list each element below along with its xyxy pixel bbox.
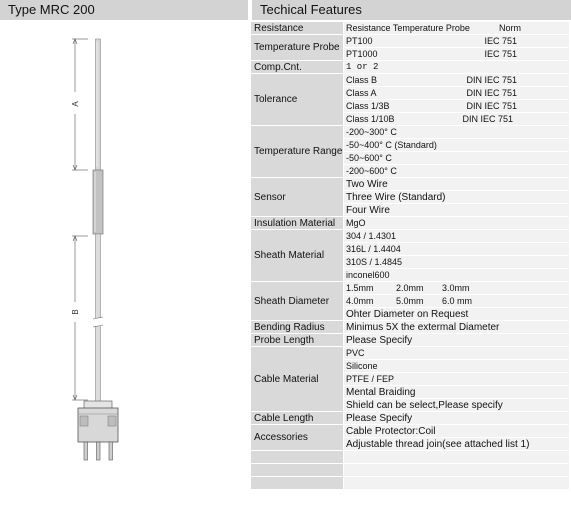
diameter-5-0: 5.0mm bbox=[396, 296, 424, 306]
row-blank-2 bbox=[251, 464, 569, 477]
label-insulation: Insulation Material bbox=[251, 217, 343, 230]
label-tolerance: Tolerance bbox=[251, 74, 343, 126]
class-1-3b-text: Class 1/3B bbox=[346, 101, 390, 111]
value-class-a bbox=[343, 87, 569, 100]
value-diameter-row-2 bbox=[343, 295, 569, 308]
value-four-wire: Four Wire bbox=[343, 204, 569, 217]
pt100-norm: IEC 751 bbox=[484, 36, 517, 46]
pt1000-norm: IEC 751 bbox=[484, 49, 517, 59]
value-thread-join: Adjustable thread join(see attached list 1) bbox=[343, 438, 569, 451]
probe-drawing bbox=[0, 22, 248, 512]
technical-features-table bbox=[251, 22, 569, 490]
label-sensor: Sensor bbox=[251, 178, 343, 217]
value-mental-braiding: Mental Braiding bbox=[343, 386, 569, 399]
value-cable-protector: Cable Protector:Coil bbox=[343, 425, 569, 438]
diameter-2-0: 2.0mm bbox=[396, 283, 424, 293]
value-class-b bbox=[343, 74, 569, 87]
value-pt1000 bbox=[343, 48, 569, 61]
value-range-2: -50~400° C (Standard) bbox=[343, 139, 569, 152]
pt100-text: PT100 bbox=[346, 36, 373, 46]
dim-b-label: B bbox=[71, 309, 80, 315]
connector-pin-3 bbox=[109, 442, 113, 460]
value-pvc: PVC bbox=[343, 347, 569, 360]
row-sensor bbox=[251, 178, 569, 217]
sheath-tube bbox=[96, 39, 101, 170]
value-ptfe-fep: PTFE / FEP bbox=[343, 373, 569, 386]
row-sheath-diameter bbox=[251, 282, 569, 321]
value-316l: 316L / 1.4404 bbox=[343, 243, 569, 256]
value-range-4: -200~600° C bbox=[343, 165, 569, 178]
value-blank-2 bbox=[343, 464, 569, 477]
class-1-10b-norm: DIN IEC 751 bbox=[462, 114, 513, 124]
label-accessories: Accessories bbox=[251, 425, 343, 451]
row-accessories bbox=[251, 425, 569, 451]
label-bending-radius: Bending Radius bbox=[251, 321, 343, 334]
label-temperature-probe: Temperature Probe bbox=[251, 35, 343, 61]
diameter-3-0: 3.0mm bbox=[442, 283, 470, 293]
value-diameter-note: Ohter Diameter on Request bbox=[343, 308, 569, 321]
class-a-norm: DIN IEC 751 bbox=[466, 88, 517, 98]
row-temperature-range bbox=[251, 126, 569, 178]
label-resistance: Resistance bbox=[251, 22, 343, 35]
row-cable-material bbox=[251, 347, 569, 412]
label-temperature-range: Temperature Range bbox=[251, 126, 343, 178]
value-bending-radius: Minimus 5X the extermal Diameter bbox=[343, 321, 569, 334]
pt1000-text: PT1000 bbox=[346, 49, 378, 59]
label-blank-1 bbox=[251, 451, 343, 464]
row-comp-cnt bbox=[251, 61, 569, 74]
connector-pin-1 bbox=[84, 442, 88, 460]
value-probe-length: Please Specify bbox=[343, 334, 569, 347]
class-b-text: Class B bbox=[346, 75, 378, 85]
label-comp-cnt: Comp.Cnt. bbox=[251, 61, 343, 74]
value-blank-1 bbox=[343, 451, 569, 464]
header-left-title: Type MRC 200 bbox=[0, 0, 248, 20]
value-silicone: Silicone bbox=[343, 360, 569, 373]
class-1-3b-norm: DIN IEC 751 bbox=[466, 101, 517, 111]
label-blank-3 bbox=[251, 477, 343, 490]
value-class-1-3b bbox=[343, 100, 569, 113]
value-diameter-row-1 bbox=[343, 282, 569, 295]
value-shield: Shield can be select,Please specify bbox=[343, 399, 569, 412]
row-bending-radius bbox=[251, 321, 569, 334]
norm-header: Norm bbox=[499, 23, 521, 33]
value-two-wire: Two Wire bbox=[343, 178, 569, 191]
label-blank-2 bbox=[251, 464, 343, 477]
value-insulation: MgO bbox=[343, 217, 569, 230]
value-inconel: inconel600 bbox=[343, 269, 569, 282]
row-temperature-probe bbox=[251, 35, 569, 61]
value-class-1-10b bbox=[343, 113, 569, 126]
value-comp-cnt: 1 or 2 bbox=[343, 61, 569, 74]
label-cable-material: Cable Material bbox=[251, 347, 343, 412]
value-range-3: -50~600° C bbox=[343, 152, 569, 165]
diameter-4-0: 4.0mm bbox=[346, 296, 374, 306]
value-310s: 310S / 1.4845 bbox=[343, 256, 569, 269]
row-cable-length bbox=[251, 412, 569, 425]
value-three-wire: Three Wire (Standard) bbox=[343, 191, 569, 204]
row-sheath-material bbox=[251, 230, 569, 282]
label-sheath-diameter: Sheath Diameter bbox=[251, 282, 343, 321]
diameter-6-0: 6.0 mm bbox=[442, 296, 473, 306]
value-resistance-text: Resistance Temperature Probe bbox=[346, 23, 470, 33]
value-resistance bbox=[343, 22, 569, 35]
class-1-10b-text: Class 1/10B bbox=[346, 114, 395, 124]
value-range-1: -200~300° C bbox=[343, 126, 569, 139]
row-blank-1 bbox=[251, 451, 569, 464]
diameter-1-5: 1.5mm bbox=[346, 283, 374, 293]
row-insulation bbox=[251, 217, 569, 230]
label-cable-length: Cable Length bbox=[251, 412, 343, 425]
value-cable-length: Please Specify bbox=[343, 412, 569, 425]
connector-pin-2 bbox=[97, 442, 101, 460]
row-probe-length bbox=[251, 334, 569, 347]
row-blank-3 bbox=[251, 477, 569, 490]
value-blank-3 bbox=[343, 477, 569, 490]
row-resistance bbox=[251, 22, 569, 35]
row-tolerance bbox=[251, 74, 569, 126]
value-pt100 bbox=[343, 35, 569, 48]
value-304: 304 / 1.4301 bbox=[343, 230, 569, 243]
class-a-text: Class A bbox=[346, 88, 377, 98]
class-b-norm: DIN IEC 751 bbox=[466, 75, 517, 85]
label-probe-length: Probe Length bbox=[251, 334, 343, 347]
label-sheath-material: Sheath Material bbox=[251, 230, 343, 282]
header-right-title: Techical Features bbox=[252, 0, 571, 20]
dim-a-label: A bbox=[71, 101, 80, 107]
